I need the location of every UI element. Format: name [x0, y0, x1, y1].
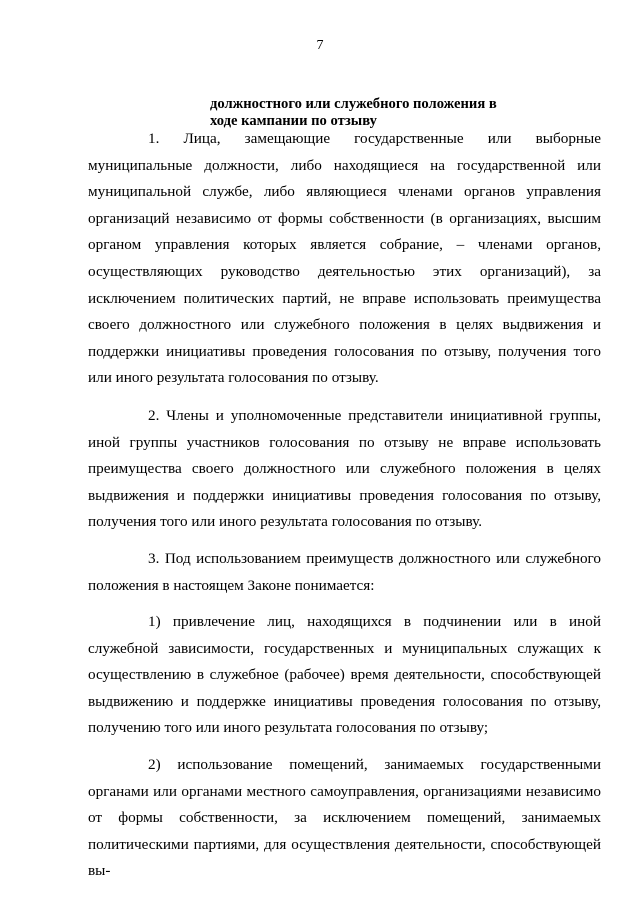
paragraph-5: 2) использование помещений, занимаемых государственными органами или органами местного самоуправления, организациями независимо от формы собственности, за исключением помещений, занимаемых политическими партиями, для осуществления деятельности, способствующей вы- — [88, 756, 601, 880]
section-heading-line-1: должностного или служебного положения в — [210, 96, 497, 112]
paragraph-1: 1. Лица, замещающие государственные или выборные муниципальные должности, либо находящиеся на государственной или муниципальной службе, либо являющиеся членами органов управления организаций независимо от формы собственности (в организациях, высшим органом управления которых является собрание, – членами органов, осуществляющих руководство деятельностью этих организаций), за исключением политических партий, не вправе использовать преимущества своего должностного или служебного положения в целях выдвижения и поддержки инициативы проведения голосования по отзыву, получения того или иного результата голосования по отзыву. — [88, 130, 601, 387]
section-heading — [210, 96, 530, 130]
paragraph-3: 3. Под использованием преимуществ должностного или служебного положения в настоящем Законе понимается: — [88, 549, 601, 594]
section-heading-line-2: ходе кампании по отзыву — [210, 113, 377, 129]
document-body — [88, 126, 601, 885]
paragraph-2: 2. Члены и уполномоченные представители инициативной группы, иной группы участников голосования по отзыву не вправе использовать преимущества своего должностного или служебного положения в целях выдвижения и поддержки инициативы проведения голосования по отзыву, получения того или иного результата голосования по отзыву. — [88, 406, 601, 531]
paragraph-4: 1) привлечение лиц, находящихся в подчинении или в иной служебной зависимости, государственных и муниципальных служащих к осуществлению в служебное (рабочее) время деятельности, способствующей выдвижению и поддержке инициативы проведения голосования по отзыву, получению того или иного результата голосования по отзыву; — [88, 613, 601, 737]
page-number: 7 — [316, 38, 324, 53]
